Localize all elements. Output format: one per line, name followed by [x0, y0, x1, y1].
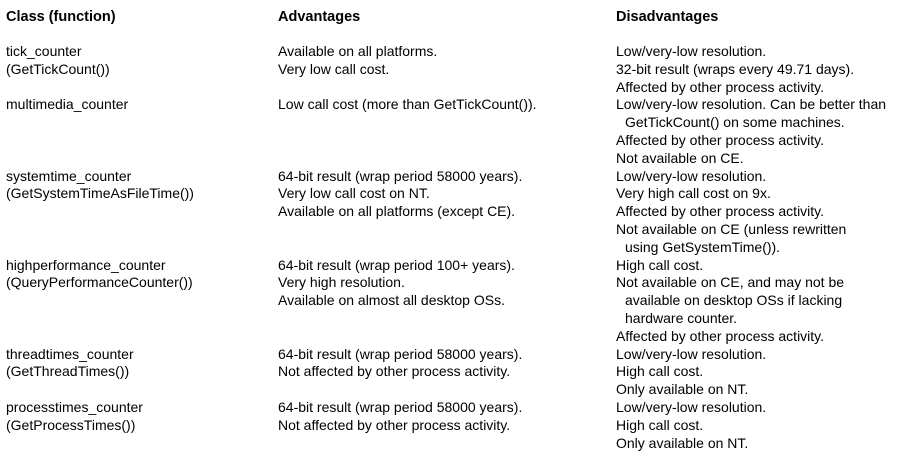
cell-line: GetTickCount() on some machines. — [625, 114, 845, 131]
advantages-cell — [278, 257, 515, 310]
disadvantages-cell — [616, 96, 908, 167]
cell-line: hardware counter. — [625, 309, 738, 326]
cell-line: Low/very-low resolution. — [616, 398, 767, 415]
table-row — [0, 96, 910, 167]
cell-line: Very high call cost on 9x. — [616, 185, 771, 202]
cell-line: systemtime_counter — [6, 167, 132, 184]
class-cell — [6, 399, 143, 435]
cell-line: (GetProcessTimes()) — [6, 416, 136, 433]
cell-line: (QueryPerformanceCounter()) — [6, 274, 193, 291]
cell-line: Not available on CE. — [616, 149, 744, 166]
cell-line: Affected by other process activity. — [616, 131, 825, 148]
advantages-cell — [278, 346, 522, 382]
table-body — [0, 43, 910, 452]
advantages-cell — [278, 96, 537, 114]
cell-line: using GetSystemTime()). — [625, 238, 781, 255]
cell-line: available on desktop OSs if lacking — [625, 292, 843, 309]
cell-line: Not affected by other process activity. — [278, 363, 511, 380]
table-row — [0, 399, 910, 452]
disadvantages-cell — [616, 346, 908, 399]
cell-line: Very low call cost. — [278, 60, 390, 77]
cell-line: Available on all platforms. — [278, 43, 438, 59]
cell-line: processtimes_counter — [6, 398, 143, 415]
cell-line: Not affected by other process activity. — [278, 416, 511, 433]
cell-line: Available on all platforms (except CE). — [278, 203, 516, 220]
cell-line: highperformance_counter — [6, 256, 166, 273]
table-header — [0, 9, 910, 29]
cell-line: High call cost. — [616, 363, 704, 380]
cell-line: Not available on CE, and may not be — [616, 274, 845, 291]
table-row — [0, 43, 910, 96]
cell-line: Only available on NT. — [616, 434, 749, 451]
disadvantages-cell — [616, 43, 908, 96]
class-cell — [6, 346, 134, 382]
class-cell — [6, 168, 194, 204]
cell-line: Affected by other process activity. — [616, 78, 825, 95]
cell-line: Not available on CE (unless rewritten — [616, 220, 847, 237]
cell-line: Low/very-low resolution. — [616, 43, 767, 59]
table-row — [0, 346, 910, 399]
cell-line: Only available on NT. — [616, 381, 749, 398]
cell-line: Affected by other process activity. — [616, 327, 825, 344]
cell-line: (GetSystemTimeAsFileTime()) — [6, 185, 194, 202]
disadvantages-cell — [616, 399, 908, 452]
class-cell — [6, 43, 110, 79]
cell-line: Affected by other process activity. — [616, 203, 825, 220]
cell-line: Very low call cost on NT. — [278, 185, 430, 202]
cell-line: 64-bit result (wrap period 100+ years). — [278, 256, 515, 273]
cell-line: 64-bit result (wrap period 58000 years). — [278, 345, 523, 362]
cell-line: multimedia_counter — [6, 96, 129, 113]
cell-line: High call cost. — [616, 416, 704, 433]
cell-line: 64-bit result (wrap period 58000 years). — [278, 398, 523, 415]
header-class: Class (function) — [6, 9, 116, 25]
cell-line: Low/very-low resolution. — [616, 345, 767, 362]
cell-line: (GetTickCount()) — [6, 60, 110, 77]
disadvantages-cell — [616, 257, 908, 346]
disadvantages-cell — [616, 168, 908, 257]
cell-line: tick_counter — [6, 43, 82, 59]
class-cell — [6, 96, 128, 114]
cell-line: Very high resolution. — [278, 274, 405, 291]
cell-line: High call cost. — [616, 256, 704, 273]
cell-line: threadtimes_counter — [6, 345, 134, 362]
cell-line: (GetThreadTimes()) — [6, 363, 130, 380]
cell-line: Low call cost (more than GetTickCount()). — [278, 96, 537, 113]
header-advantages: Advantages — [278, 9, 361, 25]
cell-line: 32-bit result (wraps every 49.71 days). — [616, 60, 855, 77]
advantages-cell — [278, 43, 437, 79]
header-disadvantages: Disadvantages — [616, 9, 719, 25]
cell-line: Low/very-low resolution. Can be better than — [616, 96, 887, 113]
advantages-cell — [278, 168, 522, 221]
cell-line: Available on almost all desktop OSs. — [278, 292, 505, 309]
cell-line: Low/very-low resolution. — [616, 167, 767, 184]
table-row — [0, 257, 910, 346]
class-cell — [6, 257, 193, 293]
cell-line: 64-bit result (wrap period 58000 years). — [278, 167, 523, 184]
table-row — [0, 168, 910, 257]
advantages-cell — [278, 399, 522, 435]
